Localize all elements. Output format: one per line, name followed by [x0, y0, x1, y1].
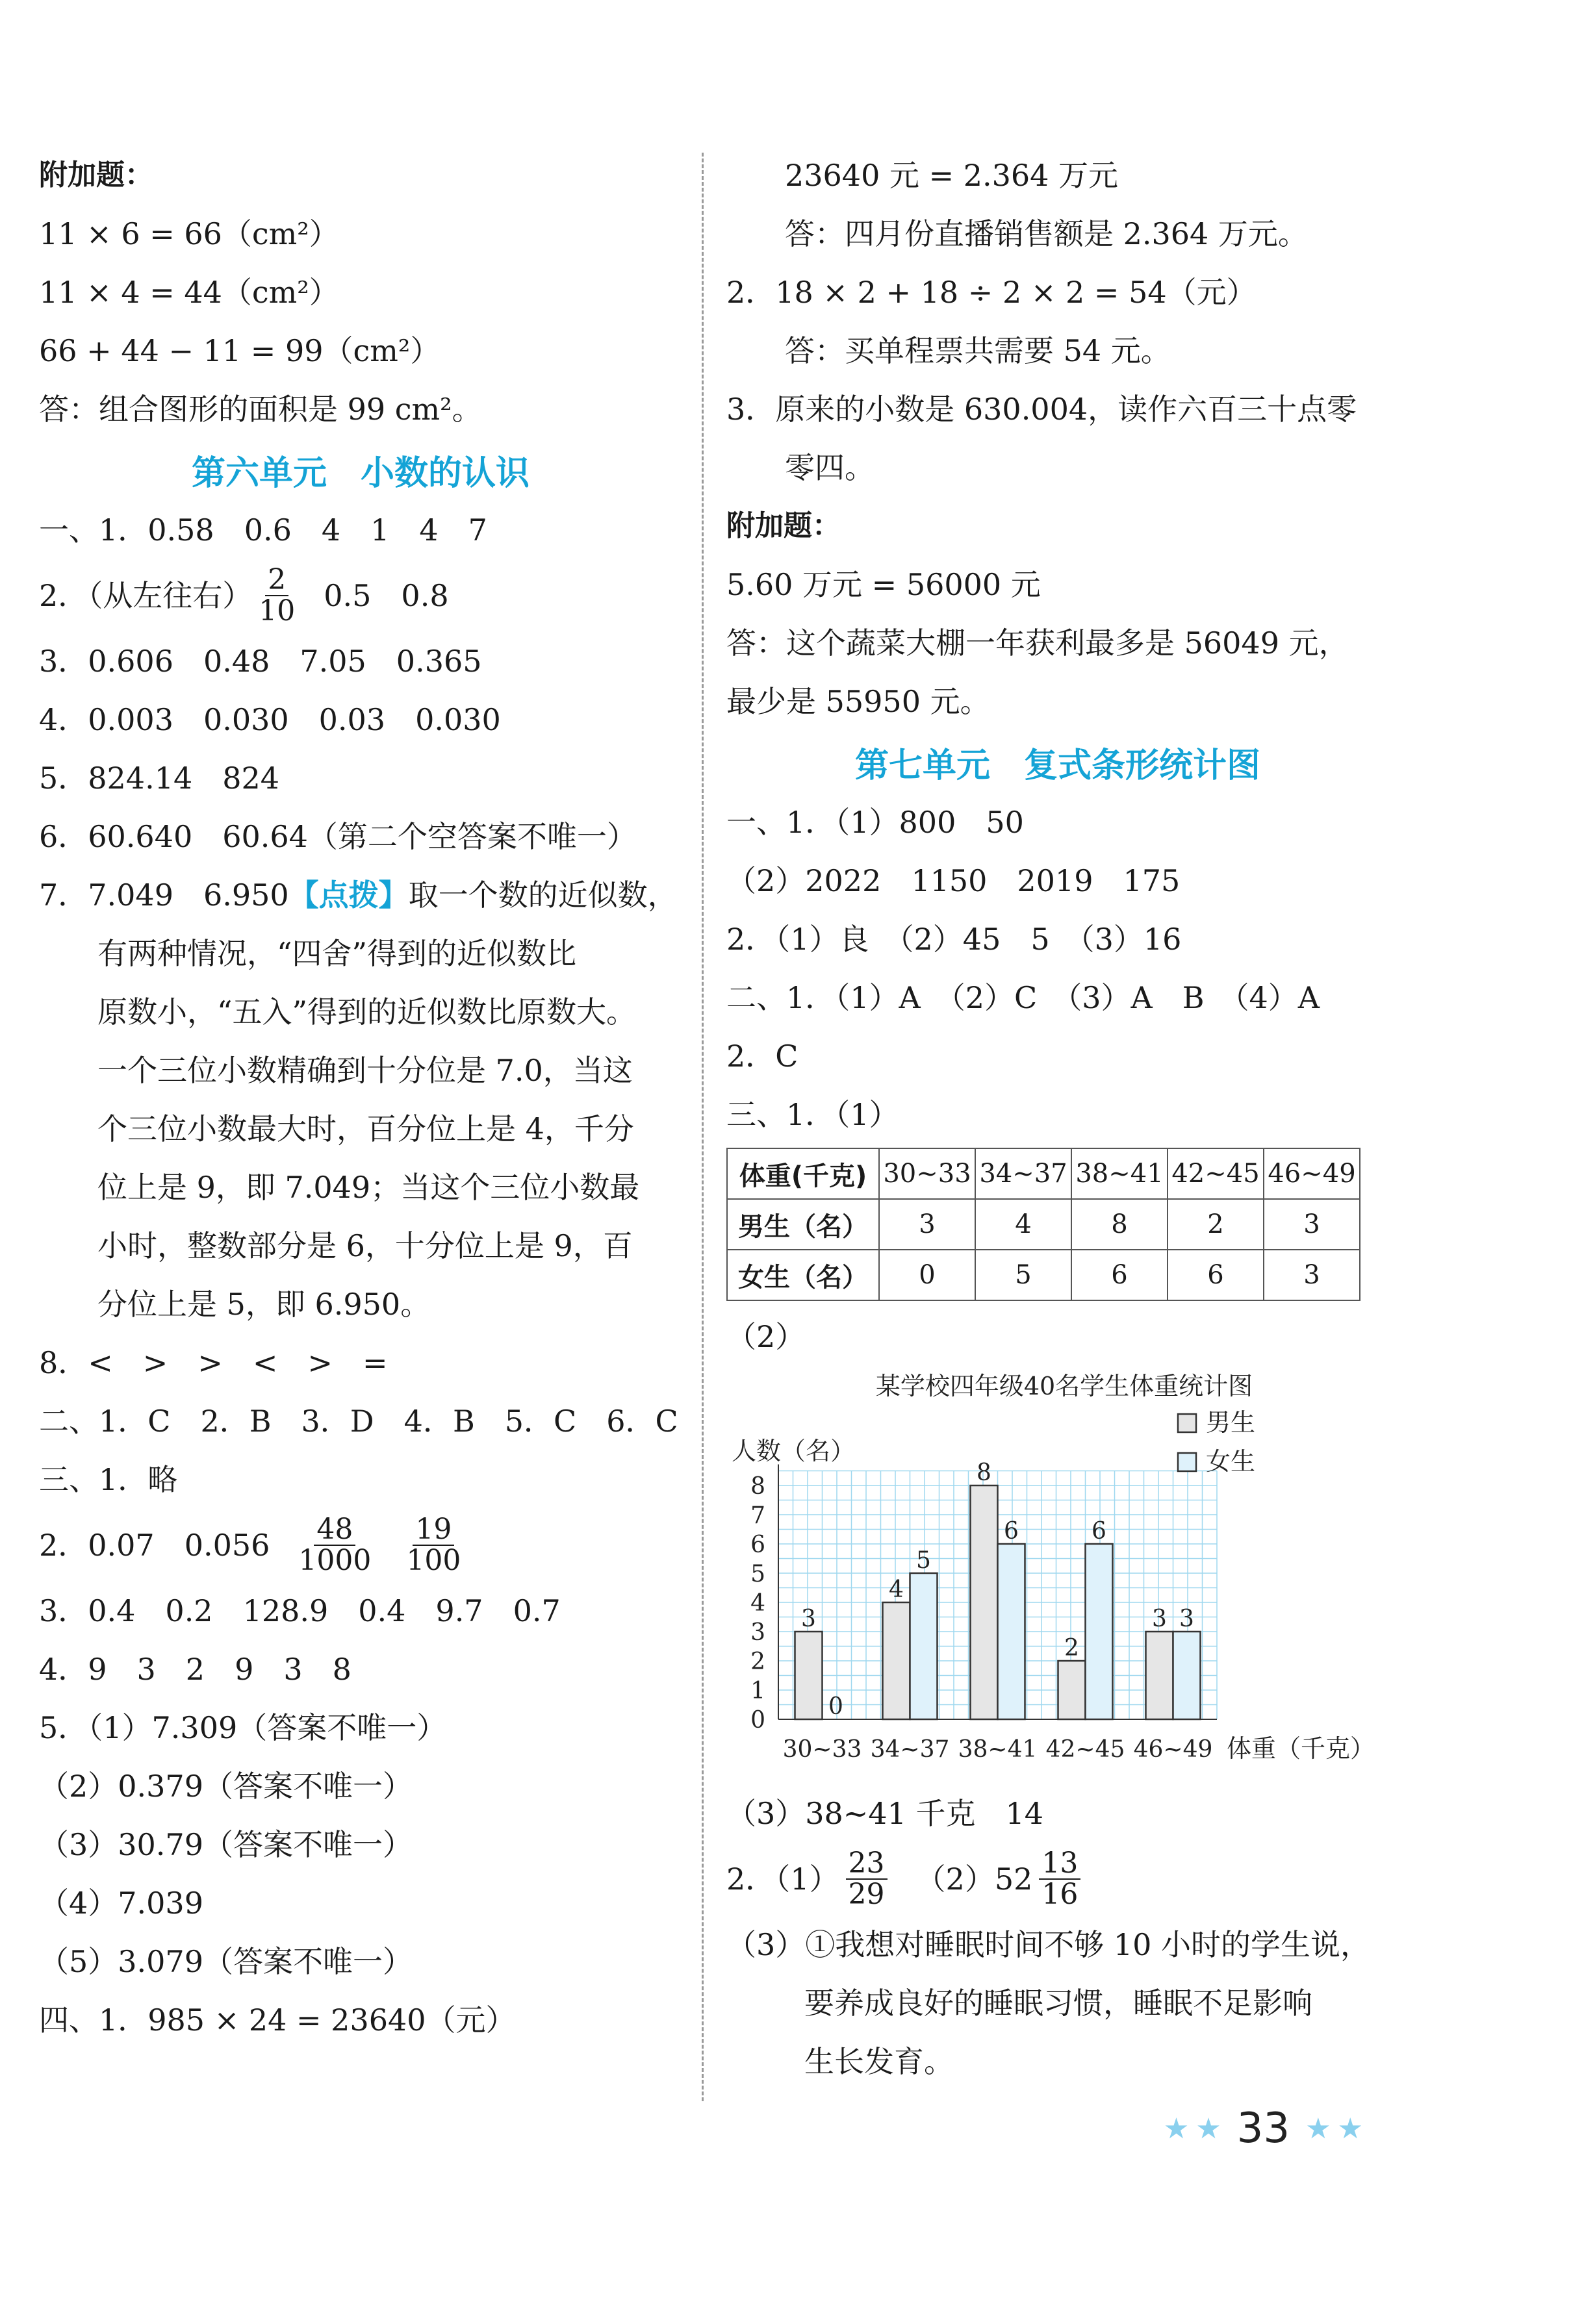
- fraction-denominator: 16: [1041, 1878, 1079, 1911]
- answer-line: （2）: [726, 1319, 806, 1354]
- table-header-cell: 42~45: [1168, 1148, 1264, 1199]
- table-row-label: 女生（名）: [727, 1250, 879, 1300]
- left-column: [39, 146, 682, 2049]
- bar-data-label: 0: [828, 1693, 843, 1720]
- fraction: [298, 1515, 371, 1576]
- explanation-line: 个三位小数最大时，百分位上是 4，千分: [97, 1111, 634, 1146]
- y-tick-label: 0: [750, 1707, 765, 1734]
- answer-line: 答：这个蔬菜大棚一年获利最多是 56049 元，: [726, 625, 1349, 661]
- answer-line: 2．18 × 2 + 18 ÷ 2 × 2 = 54（元）: [726, 275, 1257, 310]
- explanation-line: 位上是 9，即 7.049；当这个三位小数最: [97, 1170, 640, 1205]
- table-cell: 5: [975, 1250, 1071, 1300]
- answer-line: （3）38~41 千克 14: [726, 1796, 1044, 1831]
- y-tick-label: 8: [750, 1473, 765, 1500]
- answer-line: （4）7.039: [39, 1886, 203, 1921]
- star-icon: ★: [1163, 2112, 1190, 2145]
- bonus-answer: 答：组合图形的面积是 99 cm²。: [39, 392, 482, 427]
- legend-label: 男生: [1206, 1408, 1256, 1437]
- x-tick-label: 38~41: [958, 1736, 1038, 1763]
- answer-line: 一、1．0.58 0.6 4 1 4 7: [39, 512, 487, 548]
- answer-line: 答：买单程票共需要 54 元。: [785, 333, 1171, 368]
- answer-line: 3．原来的小数是 630.004，读作六百三十点零: [726, 392, 1357, 427]
- bar-boys: [795, 1632, 823, 1719]
- bonus-title: 附加题：: [39, 158, 153, 192]
- answer-text: 0.5 0.8: [324, 578, 449, 613]
- bar-data-label: 5: [916, 1547, 931, 1574]
- y-tick-label: 3: [750, 1619, 765, 1646]
- answer-line: 答：四月份直播销售额是 2.364 万元。: [785, 216, 1308, 251]
- fraction-numerator: 2: [265, 565, 288, 596]
- fraction: [406, 1515, 461, 1576]
- answer-line: 2．（1）良 （2）45 5 （3）16: [726, 922, 1182, 957]
- fraction-numerator: 19: [413, 1515, 454, 1546]
- table-cell: 6: [1071, 1250, 1168, 1300]
- table-row: [727, 1199, 1360, 1250]
- answer-line: 4．0.003 0.030 0.03 0.030: [39, 702, 501, 737]
- bar-boys: [971, 1485, 998, 1719]
- answer-line: 四、1．985 × 24 = 23640（元）: [39, 2002, 516, 2038]
- unit6-heading: 第六单元 小数的认识: [191, 453, 530, 493]
- y-tick-label: 6: [750, 1532, 765, 1558]
- fraction-denominator: 10: [259, 594, 296, 627]
- bar-boys: [1146, 1632, 1173, 1719]
- star-icon: ★: [1337, 2112, 1363, 2145]
- unit7-heading: 第七单元 复式条形统计图: [854, 746, 1260, 785]
- y-tick-label: 4: [750, 1590, 765, 1617]
- chart-title: 某学校四年级40名学生体重统计图: [875, 1372, 1253, 1400]
- table-cell: 6: [1168, 1250, 1264, 1300]
- explanation-line: 小时，整数部分是 6，十分位上是 9，百: [97, 1228, 633, 1263]
- weight-bar-chart: [726, 1369, 1376, 1784]
- y-tick-label: 1: [750, 1678, 765, 1704]
- table-cell: 8: [1071, 1199, 1168, 1250]
- answer-text: （2）52: [915, 1862, 1033, 1897]
- x-tick-label: 42~45: [1045, 1736, 1125, 1763]
- fraction-denominator: 100: [406, 1544, 461, 1577]
- bar-girls: [998, 1544, 1025, 1719]
- table-header-cell: 体重(千克): [727, 1148, 879, 1199]
- answer-line: （3）30.79（答案不唯一）: [39, 1827, 413, 1862]
- answer-line: 3．0.4 0.2 128.9 0.4 9.7 0.7: [39, 1593, 561, 1628]
- table-cell: 3: [1264, 1250, 1360, 1300]
- bar-boys: [1058, 1661, 1086, 1719]
- answer-line: （5）3.079（答案不唯一）: [39, 1944, 413, 1979]
- legend-label: 女生: [1206, 1447, 1256, 1476]
- y-axis-label: 人数（名）: [732, 1437, 856, 1465]
- y-tick-label: 2: [750, 1648, 765, 1675]
- answer-line: [39, 1509, 682, 1582]
- answer-line: 5．824.14 824: [39, 761, 280, 796]
- bonus-line: 11 × 4 = 44（cm²）: [39, 275, 339, 310]
- weight-table: [726, 1148, 1360, 1301]
- bar-girls: [910, 1573, 938, 1719]
- bar-data-label: 4: [889, 1576, 904, 1603]
- answer-line: 三、1．略: [39, 1462, 178, 1497]
- page-footer: [1164, 2104, 1363, 2153]
- x-tick-label: 34~37: [870, 1736, 950, 1763]
- star-icon: ★: [1305, 2112, 1331, 2145]
- bar-data-label: 6: [1004, 1518, 1019, 1545]
- answer-line: 4．9 3 2 9 3 8: [39, 1652, 351, 1687]
- table-header-cell: 46~49: [1264, 1148, 1360, 1199]
- answer-line: 零四。: [785, 450, 875, 485]
- x-tick-label: 30~33: [782, 1736, 862, 1763]
- answer-line: 2．C: [726, 1039, 798, 1074]
- answer-line: 6．60.640 60.64（第二个空答案不唯一）: [39, 819, 637, 854]
- table-cell: 3: [1264, 1199, 1360, 1250]
- answer-line: （2）2022 1150 2019 175: [726, 863, 1181, 898]
- answer-text: 2．（1）: [726, 1862, 839, 1897]
- table-header-cell: 30~33: [879, 1148, 975, 1199]
- bar-data-label: 3: [1152, 1606, 1167, 1632]
- x-axis-label: 体重（千克）: [1226, 1734, 1375, 1763]
- fraction: [259, 565, 295, 626]
- answer-text: 2．0.07 0.056: [39, 1528, 270, 1563]
- answer-line: 生长发育。: [804, 2044, 954, 2079]
- fraction-denominator: 1000: [298, 1544, 372, 1577]
- bar-data-label: 2: [1064, 1635, 1079, 1661]
- answer-text: 7．7.049 6.950: [39, 878, 289, 913]
- answer-line: [726, 1843, 1389, 1915]
- answer-line: （3）①我想对睡眠时间不够 10 小时的学生说，: [726, 1927, 1371, 1962]
- answer-line: 要养成良好的睡眠习惯，睡眠不足影响: [804, 1986, 1312, 2021]
- answer-line: 8．< > > < > =: [39, 1345, 388, 1380]
- explanation-line: 一个三位小数精确到十分位是 7.0，当这: [97, 1053, 633, 1088]
- answer-line: 三、1．（1）: [726, 1097, 899, 1132]
- table-cell: 2: [1168, 1199, 1264, 1250]
- star-icon: ★: [1195, 2112, 1221, 2145]
- fraction-numerator: 48: [314, 1515, 355, 1546]
- answer-line: [39, 559, 682, 632]
- answer-line: 23640 元 = 2.364 万元: [785, 158, 1119, 193]
- fraction-denominator: 29: [848, 1878, 885, 1911]
- x-tick-label: 46~49: [1133, 1736, 1213, 1763]
- y-tick-label: 5: [750, 1561, 765, 1587]
- bar-data-label: 8: [977, 1459, 991, 1486]
- table-cell: 4: [975, 1199, 1071, 1250]
- legend-swatch: [1178, 1414, 1196, 1432]
- table-cell: 0: [879, 1250, 975, 1300]
- page-number: 33: [1236, 2104, 1290, 2153]
- fraction: [846, 1849, 888, 1910]
- explanation-line: 有两种情况，“四舍”得到的近似数比: [97, 936, 577, 971]
- answer-line: 二、1．C 2．B 3．D 4．B 5．C 6．C: [39, 1404, 678, 1439]
- bonus-title: 附加题：: [726, 509, 841, 542]
- bar-girls: [1173, 1632, 1201, 1719]
- bar-boys: [883, 1602, 910, 1719]
- bar-girls: [1086, 1544, 1113, 1719]
- explanation-line: 分位上是 5，即 6.950。: [97, 1287, 431, 1322]
- explanation-line: 原数小，“五入”得到的近似数比原数大。: [97, 994, 637, 1029]
- table-header-row: [727, 1148, 1360, 1199]
- answer-text: 2．（从左往右）: [39, 578, 253, 613]
- fraction: [1039, 1849, 1080, 1910]
- y-tick-label: 7: [750, 1502, 765, 1529]
- answer-text: 取一个数的近似数，: [408, 878, 678, 913]
- answer-line: （2）0.379（答案不唯一）: [39, 1769, 413, 1804]
- right-column: [726, 146, 1389, 2091]
- fraction-numerator: 13: [1039, 1849, 1080, 1880]
- answer-line: 5．（1）7.309（答案不唯一）: [39, 1710, 447, 1745]
- answer-line: 一、1．（1）800 50: [726, 805, 1024, 840]
- table-header-cell: 38~41: [1071, 1148, 1168, 1199]
- bonus-line: 11 × 6 = 66（cm²）: [39, 216, 339, 251]
- table-row: [727, 1250, 1360, 1300]
- answer-line: 二、1．（1）A （2）C （3）A B （4）A: [726, 980, 1320, 1015]
- table-row-label: 男生（名）: [727, 1199, 879, 1250]
- table-cell: 3: [879, 1199, 975, 1250]
- column-divider: [702, 153, 704, 2101]
- fraction-numerator: 23: [846, 1849, 888, 1880]
- answer-line: 最少是 55950 元。: [726, 684, 990, 719]
- legend-swatch: [1178, 1453, 1196, 1471]
- bar-data-label: 3: [1179, 1606, 1194, 1632]
- answer-line: 3．0.606 0.48 7.05 0.365: [39, 644, 482, 679]
- bonus-line: 66 + 44 − 11 = 99（cm²）: [39, 333, 441, 368]
- tip-label: 【点拨】: [288, 878, 409, 913]
- bar-data-label: 3: [801, 1606, 816, 1632]
- answer-line: 5.60 万元 = 56000 元: [726, 567, 1041, 602]
- bar-data-label: 6: [1092, 1518, 1106, 1545]
- answer-line: [39, 866, 682, 924]
- table-header-cell: 34~37: [975, 1148, 1071, 1199]
